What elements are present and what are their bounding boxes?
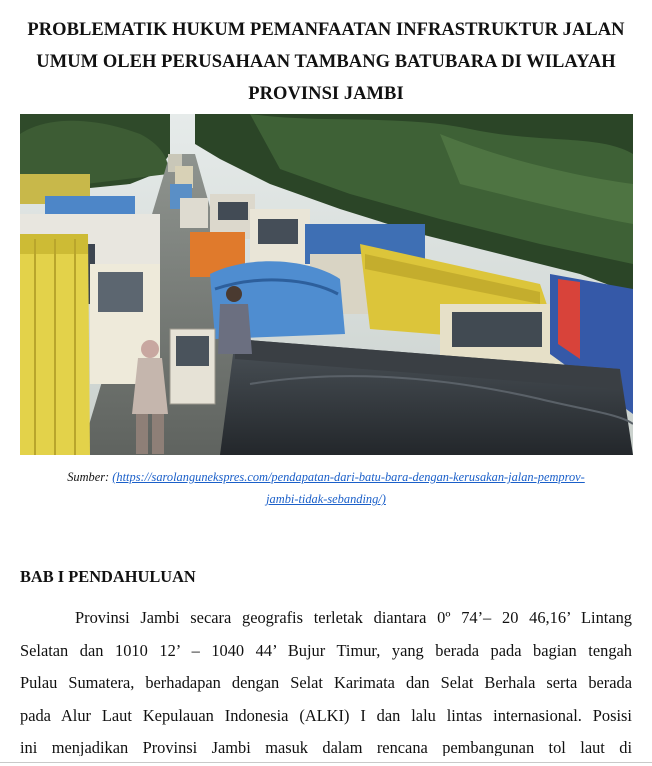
paragraph-line: Pulau Sumatera, berhadapan dengan Selat Karimata dan Selat Berhala serta berada bbox=[20, 673, 632, 692]
paragraph-line: pada Alur Laut Kepulauan Indonesia (ALKI) I dan lalu lintas internasional. Posisi bbox=[20, 705, 632, 725]
caption-label: Sumber: bbox=[67, 470, 110, 484]
title-line-2: UMUM OLEH PERUSAHAAN TAMBANG BATUBARA DI WILAYAH bbox=[36, 52, 616, 72]
title-line-1: PROBLEMATIK HUKUM PEMANFAATAN INFRASTRUKTUR JALAN bbox=[27, 20, 625, 40]
figure-caption bbox=[20, 466, 632, 510]
truck-traffic-photo bbox=[20, 114, 633, 455]
page-edge bbox=[0, 762, 652, 763]
document-title bbox=[20, 14, 632, 110]
source-link[interactable]: (https://sarolangunekspres.com/pendapatan-dari-batu-bara-dengan-kerusakan-jalan-pemprov- bbox=[112, 470, 585, 484]
paragraph-line: Selatan dan 1010 12’ – 1040 44’ Bujur Timur, yang berada pada bagian tengah bbox=[20, 640, 632, 660]
body-paragraph bbox=[20, 602, 632, 756]
paragraph-line: ini menjadikan Provinsi Jambi masuk dalam rencana pembangunan tol laut di bbox=[20, 738, 632, 756]
paragraph-line: Provinsi Jambi secara geografis terletak diantara 0º 74’– 20 46,16’ Lintang bbox=[75, 608, 632, 627]
section-heading: BAB I PENDAHULUAN bbox=[20, 567, 196, 586]
title-line-3: PROVINSI JAMBI bbox=[248, 84, 404, 104]
source-link-continued[interactable]: jambi-tidak-sebanding/) bbox=[266, 492, 386, 506]
